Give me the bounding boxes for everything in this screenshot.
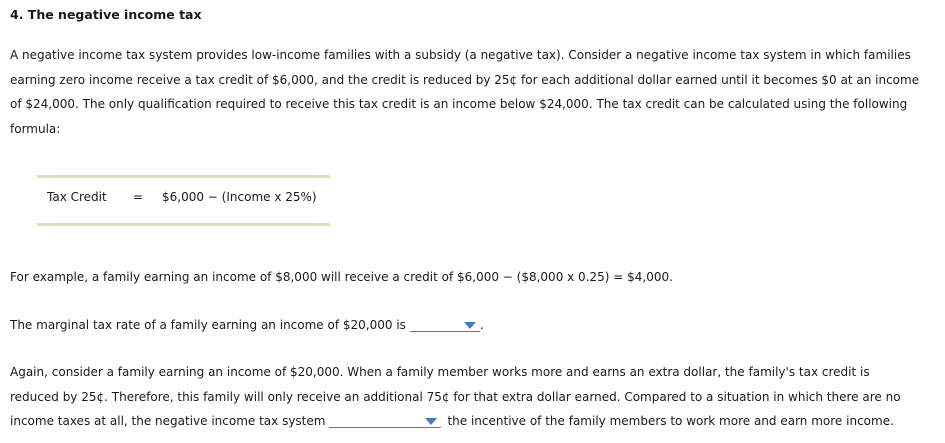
formula-equals: = bbox=[133, 190, 144, 204]
intro-line: A negative income tax system provides low-income families with a subsidy (a negative tax). Consider a negative income tax system in which families bbox=[10, 48, 911, 62]
example-text: For example, a family earning an income of $8,000 will receive a credit of $6,000 − ($8,000 x 0.25) = $4,000. bbox=[10, 270, 673, 284]
chevron-down-icon[interactable] bbox=[425, 418, 437, 425]
formula-expression: $6,000 − (Income x 25%) bbox=[162, 190, 317, 204]
question-title: 4. The negative income tax bbox=[10, 7, 202, 22]
formula-label: Tax Credit bbox=[47, 190, 107, 204]
question-incentive-text-before: income taxes at all, the negative income tax system bbox=[10, 414, 326, 428]
question-incentive-line: Again, consider a family earning an income of $20,000. When a family member works more and earns an extra dollar, the family's tax credit is bbox=[10, 365, 870, 379]
question-marginal-rate bbox=[10, 313, 484, 338]
marginal-rate-dropdown[interactable] bbox=[410, 317, 480, 332]
formula-row bbox=[47, 190, 317, 204]
formula-box bbox=[37, 175, 330, 226]
incentive-effect-dropdown[interactable] bbox=[329, 413, 441, 428]
question-marginal-rate-end: . bbox=[479, 318, 484, 332]
chevron-down-icon[interactable] bbox=[464, 322, 476, 329]
intro-line: earning zero income receive a tax credit of $6,000, and the credit is reduced by 25¢ for each additional dollar earned until it becomes $0 at an income bbox=[10, 72, 920, 87]
intro-line: of $24,000. The only qualification required to receive this tax credit is an income below $24,000. The tax credit can be calculated using the following bbox=[10, 97, 908, 111]
question-incentive-line bbox=[10, 409, 935, 434]
question-incentive bbox=[10, 360, 935, 434]
question-marginal-rate-text: The marginal tax rate of a family earning an income of $20,000 is bbox=[10, 318, 406, 332]
question-incentive-text-after: the incentive of the family members to work more and earn more income. bbox=[447, 414, 894, 428]
question-incentive-line: reduced by 25¢. Therefore, this family will only receive an additional 75¢ for that extra dollar earned. Compared to a situation in which there are no bbox=[10, 389, 901, 404]
intro-paragraph bbox=[10, 43, 935, 141]
intro-line: formula: bbox=[10, 121, 61, 136]
